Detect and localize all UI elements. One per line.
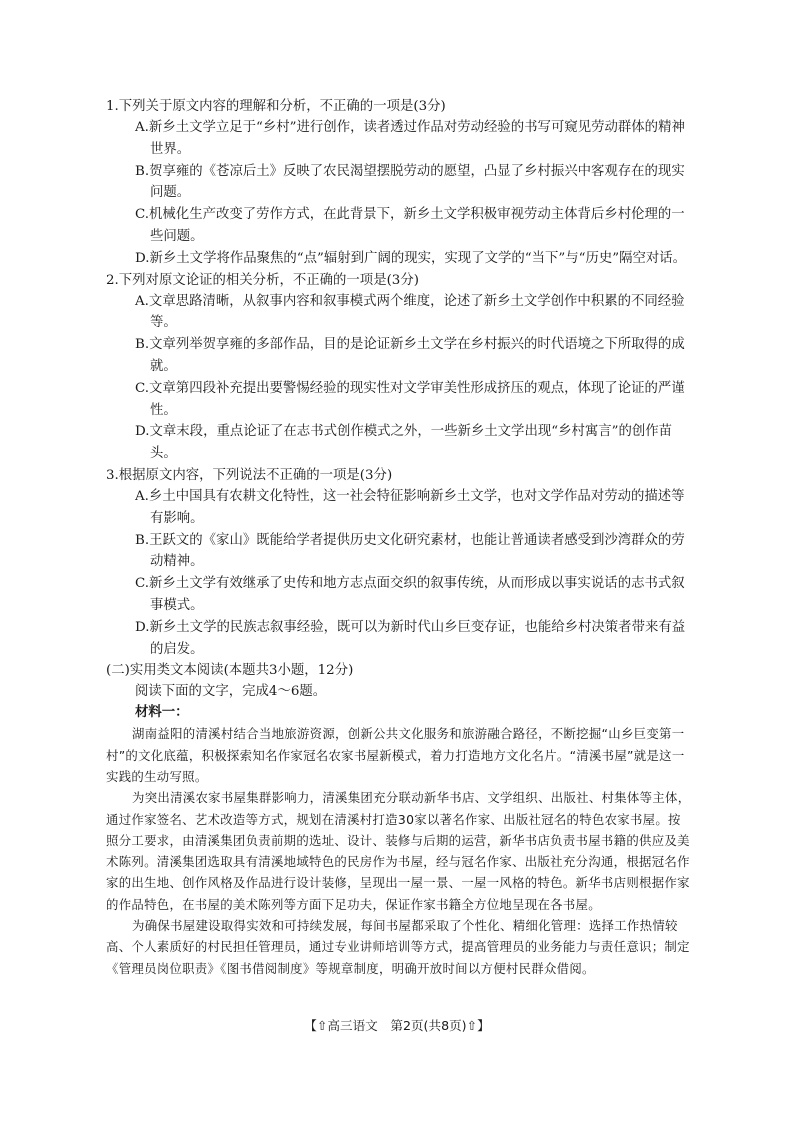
material-paragraph: 为突出清溪农家书屋集群影响力，清溪集团充分联动新华书店、文学组织、出版社、村集体等主体，通过作家签名、艺术改造等方式，规划在清溪村打造30家以著名作家、出版社冠名的特色农家书屋。按照分工要求，由清溪集团负责前期的选址、设计、装修与后期的运营，新华书店负责书屋书籍的供应及美术陈列。清溪集团选取具有清溪地域特色的民房作为书屋，经与冠名作家、出版社充分沟通，根据冠名作家的出生地、创作风格及作品进行设计装修，呈现出一屋一景、一屋一风格的特色。新华书店则根据作家的作品特色，在书屋的美术陈列等方面下足功夫，保证作家书籍全方位地呈现在各书屋。 [106, 790, 691, 912]
question-stem: 3.根据原文内容，下列说法不正确的一项是(3分) [106, 467, 393, 483]
material-paragraph: 湖南益阳的清溪村结合当地旅游资源，创新公共文化服务和旅游融合路径，不断挖掘“山乡巨变第一村”的文化底蕴，积极探索知名作家冠名农家书屋新模式，着力打造地方文化名片。“清溪书屋”就是这一实践的生动写照。 [106, 726, 685, 784]
question-1 [106, 96, 692, 270]
option-b: B.文章列举贺享雍的多部作品，目的是论证新乡土文学在乡村振兴的时代语境之下所取得的成就。 [135, 337, 685, 374]
section-instruction: 阅读下面的文字，完成4～6题。 [135, 684, 327, 700]
page-content [106, 96, 692, 979]
material-paragraph: 为确保书屋建设取得实效和可持续发展，每间书屋都采取了个性化、精细化管理：选择工作热情较高、个人素质好的村民担任管理员，通过专业讲师培训等方式，提高管理员的业务能力与责任意识；制定《管理员岗位职责》《图书借阅制度》等规章制度，明确开放时间以方便村民群众借阅。 [106, 918, 690, 976]
option-a: A.文章思路清晰，从叙事内容和叙事模式两个维度，论述了新乡土文学创作中积累的不同经验等。 [135, 293, 685, 331]
option-b: B.贺享雍的《苍凉后土》反映了农民渴望摆脱劳动的愿望，凸显了乡村振兴中客观存在的现实问题。 [135, 163, 685, 201]
option-c: C.新乡土文学有效继承了史传和地方志点面交织的叙事传统，从而形成以事实说话的志书式叙事模式。 [135, 576, 685, 613]
question-2 [106, 270, 692, 465]
option-d: D.新乡土文学的民族志叙事经验，既可以为新时代山乡巨变存证，也能给乡村决策者带来有益的启发。 [135, 619, 686, 657]
question-stem: 1.下列关于原文内容的理解和分析，不正确的一项是(3分) [106, 99, 446, 114]
option-c: C.文章第四段补充提出要警惕经验的现实性对文学审美性形成挤压的观点，体现了论证的严谨性。 [135, 380, 685, 418]
option-a: A.新乡土文学立足于“乡村”进行创作，读者透过作品对劳动经验的书写可窥见劳动群体的精神世界。 [135, 120, 685, 157]
reading-section [106, 660, 692, 979]
option-d: D.文章末段，重点论证了在志书式创作模式之外，一些新乡土文学出现“乡村寓言”的创作苗头。 [135, 424, 673, 462]
footer-bracket-right: 】 [477, 1018, 490, 1033]
material-title: 材料一： [135, 704, 189, 721]
footer-bracket-left: 【 [304, 1018, 317, 1033]
option-a: A.乡土中国具有农耕文化特性，这一社会特征影响新乡土文学，也对文学作品对劳动的描述等有影响。 [135, 488, 685, 526]
option-c: C.机械化生产改变了劳作方式，在此背景下，新乡土文学积极审视劳动主体背后乡村伦理的一些问题。 [135, 207, 685, 244]
footer-page-label: 高三语文 第2页(共8页) [327, 1018, 467, 1033]
option-d: D.新乡土文学将作品聚焦的“点”辐射到广阔的现实，实现了文学的“当下”与“历史”隔空对话。 [135, 250, 687, 266]
arrow-up-icon: ⇧ [466, 1018, 478, 1033]
question-3 [106, 465, 692, 660]
arrow-up-icon: ⇧ [316, 1018, 328, 1033]
section-heading: (二)实用类文本阅读(本题共3小题，12分) [106, 663, 354, 679]
option-b: B.王跃文的《家山》既能给学者提供历史文化研究素材，也能让普通读者感受到沙湾群众的劳动精神。 [135, 532, 685, 570]
question-stem: 2.下列对原文论证的相关分析，不正确的一项是(3分) [106, 272, 419, 288]
page-footer [0, 1015, 794, 1034]
